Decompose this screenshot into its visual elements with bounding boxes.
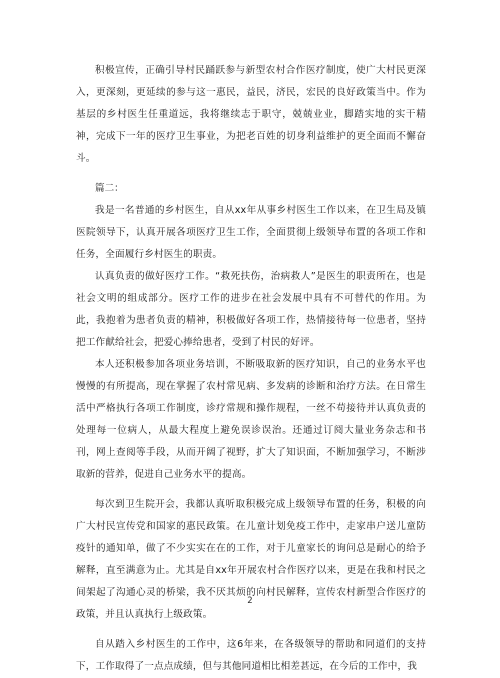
paragraph-spacer [76, 486, 426, 494]
page-number: 2 [247, 596, 253, 606]
paragraph-4: 本人还积极参加各项业务培训，不断吸取新的医疗知识，自己的业务水平也慢慢的有所提高，现在掌握了农村常见病、多发病的诊断和治疗方法。在日常生活中严格执行各项工作制度，诊疗常规和操作规程，一丝不苟接待并认真负责的处理每一位病人，从最大程度上避免误诊误治。还通过订阅大量业务杂志和书刊，网上查阅等手段，从而开阔了视野，扩大了知识面，不断加强学习，不断涉取新的营养，促进自己业务水平的提高。 [76, 359, 426, 480]
document-body [76, 60, 426, 678]
paragraph-spacer [76, 626, 426, 634]
section-heading: 篇二： [95, 183, 124, 194]
paragraph-2: 我是一名普通的乡村医生，自从xx年从事乡村医生工作以来，在卫生局及镇医院领导下，认真开展各项医疗卫生工作，全面贯彻上级领导布置的各项工作和任务，全面履行乡村医生的职责。 [76, 205, 426, 260]
paragraph-5: 每次到卫生院开会，我都认真听取积极完成上级领导布置的任务，积极的向广大村民宣传党和国家的惠民政策。在儿童计划免疫工作中，走家串户送儿童防疫针的通知单，做了不少实实在在的工作，对于儿童家长的询问总是耐心的给予解释，直至满意为止。尤其是自xx年开展农村合作医疗以来，更是在我和村民之间架起了沟通心灵的桥梁，我不厌其烦的向村民解释，宣传农村新型合作医疗的政策，并且认真执行上级政策。 [76, 499, 426, 620]
paragraph-3: 认真负责的做好医疗工作。“救死扶伤，治病救人”是医生的职责所在，也是社会文明的组成部分。医疗工作的进步在社会发展中具有不可替代的作用。为此，我抱着为患者负责的精神，积极做好各项工作，热情接待每一位患者，坚持把工作献给社会，把爱心捧给患者，受到了村民的好评。 [76, 271, 426, 348]
paragraph-1: 积极宣传，正确引导村民踊跃参与新型农村合作医疗制度，使广大村民更深入，更深刻，更延续的参与这一惠民，益民，济民，宏民的良好政策当中。作为基层的乡村医生任重道远，我将继续志于职守，兢兢业业，脚踏实地的实干精神，完成下一年的医疗卫生事业，为把老百姓的切身利益维护的更全面而不懈奋斗。 [76, 65, 426, 164]
paragraph-spacer [76, 170, 426, 178]
paragraph-6: 自从踏入乡村医生的工作中，这6年来，在各级领导的帮助和同道们的支持下，工作取得了一点点成绩，但与其他同道相比相差甚远，在今后的工作中，我 [76, 639, 426, 672]
